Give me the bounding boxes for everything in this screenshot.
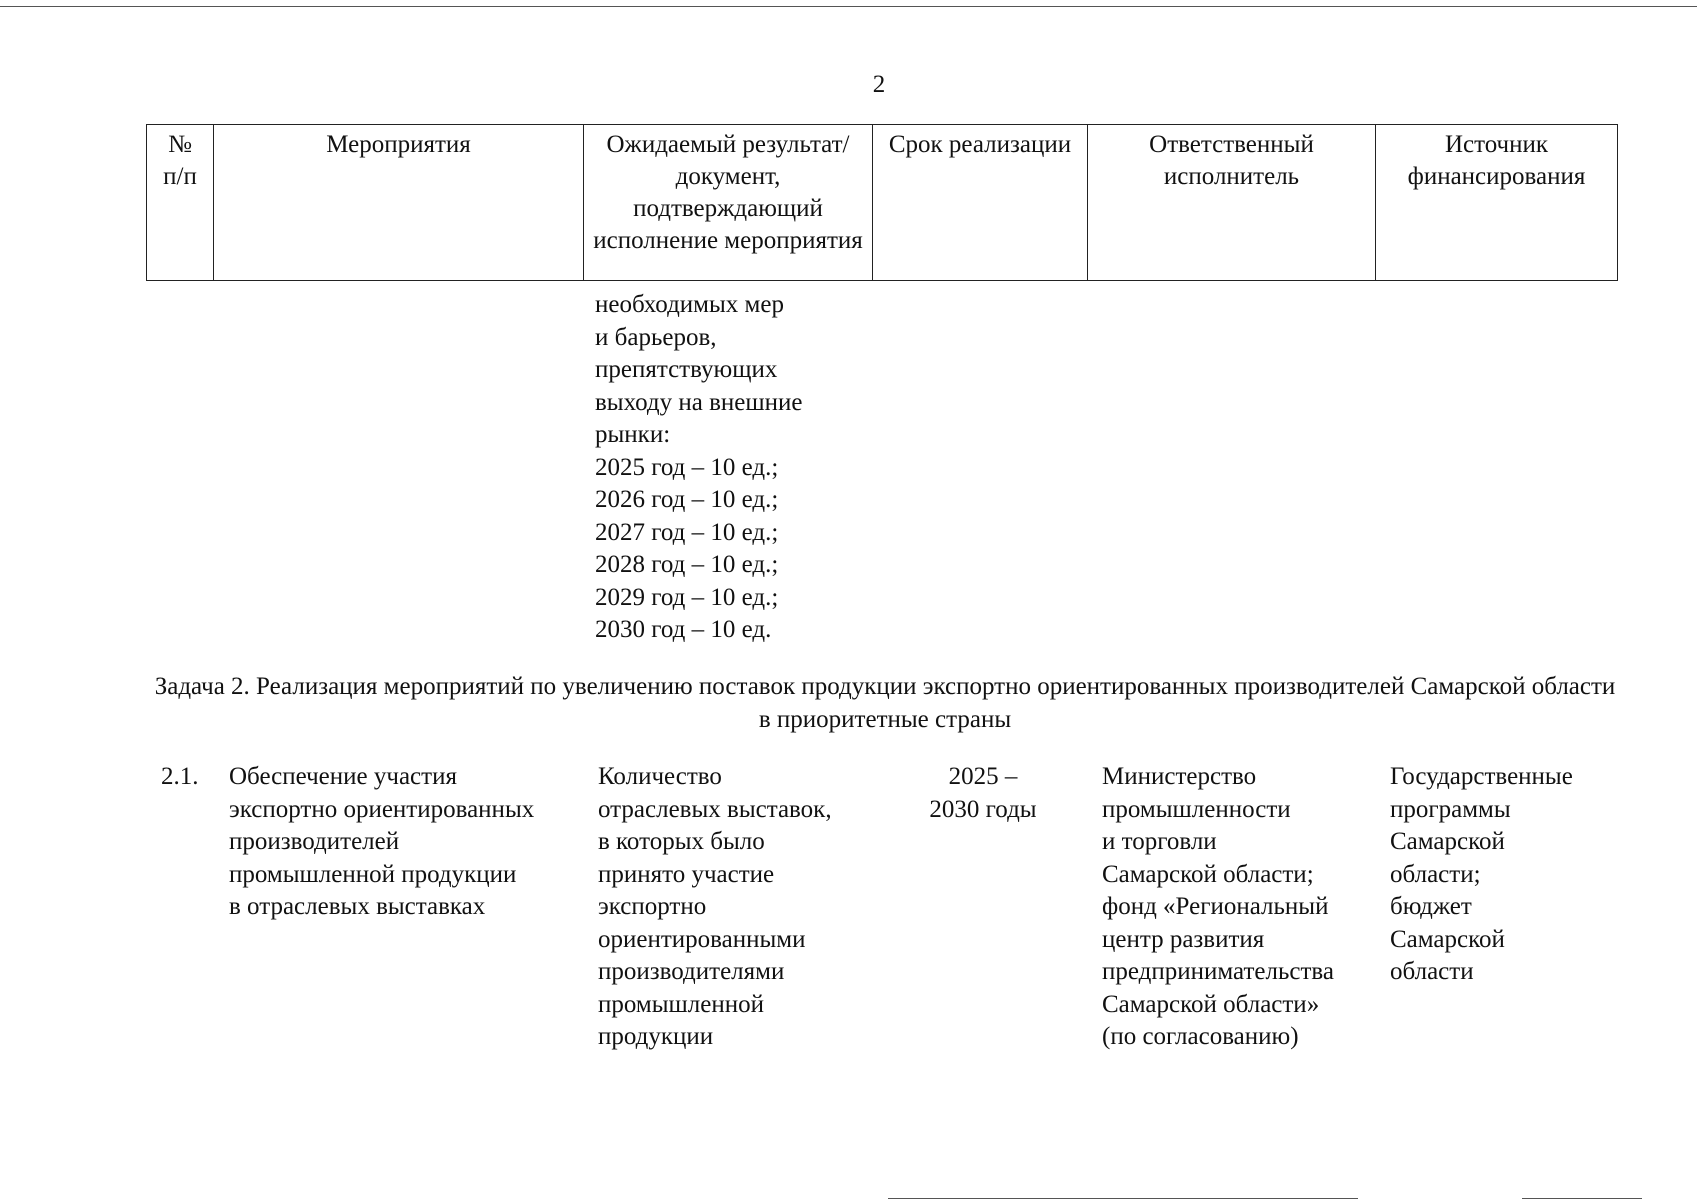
row-funding: Государственные программы Самарской области; бюджет Самарской области bbox=[1390, 763, 1573, 985]
header-cell-number: № п/п bbox=[147, 125, 214, 281]
header-cell-result: Ожидаемый результат/документ, подтверждающий исполнение мероприятия bbox=[584, 125, 873, 281]
bottom-rule-left bbox=[888, 1198, 1358, 1199]
bottom-rule-right bbox=[1522, 1198, 1642, 1199]
header-cell-term: Срок реализации bbox=[873, 125, 1088, 281]
header-cell-event: Мероприятия bbox=[214, 125, 584, 281]
row-result: Количество отраслевых выставок, в которых было принято участие экспортно ориентированными производителями промышленной продукции bbox=[598, 763, 832, 1050]
task-heading: Задача 2. Реализация мероприятий по увеличению поставок продукции экспортно ориентированных производителей Самарской области в приоритетные страны bbox=[154, 673, 1616, 733]
row-number: 2.1. bbox=[161, 763, 199, 790]
table-header bbox=[146, 124, 1618, 281]
row-term: 2025 – 2030 годы bbox=[929, 763, 1037, 823]
page-number: 2 bbox=[872, 71, 886, 98]
header-row bbox=[147, 125, 1618, 281]
header-cell-funding: Источник финансирования bbox=[1376, 125, 1618, 281]
header-cell-executor: Ответственный исполнитель bbox=[1088, 125, 1376, 281]
row-event: Обеспечение участия экспортно ориентированных производителей промышленной продукции в отраслевых выставках bbox=[229, 763, 535, 920]
row-executor: Министерство промышленности и торговли Самарской области; фонд «Региональный центр развития предпринимательства Самарской области» (по согласованию) bbox=[1102, 763, 1334, 1050]
top-rule bbox=[0, 6, 1697, 7]
result-continuation: необходимых мер и барьеров, препятствующих выходу на внешние рынки: 2025 год – 10 ед.; 2026 год – 10 ед.; 2027 год – 10 ед.; 2028 год – 10 ед.; 2029 год – 10 ед.; 2030 год – 10 ед. bbox=[595, 291, 803, 643]
